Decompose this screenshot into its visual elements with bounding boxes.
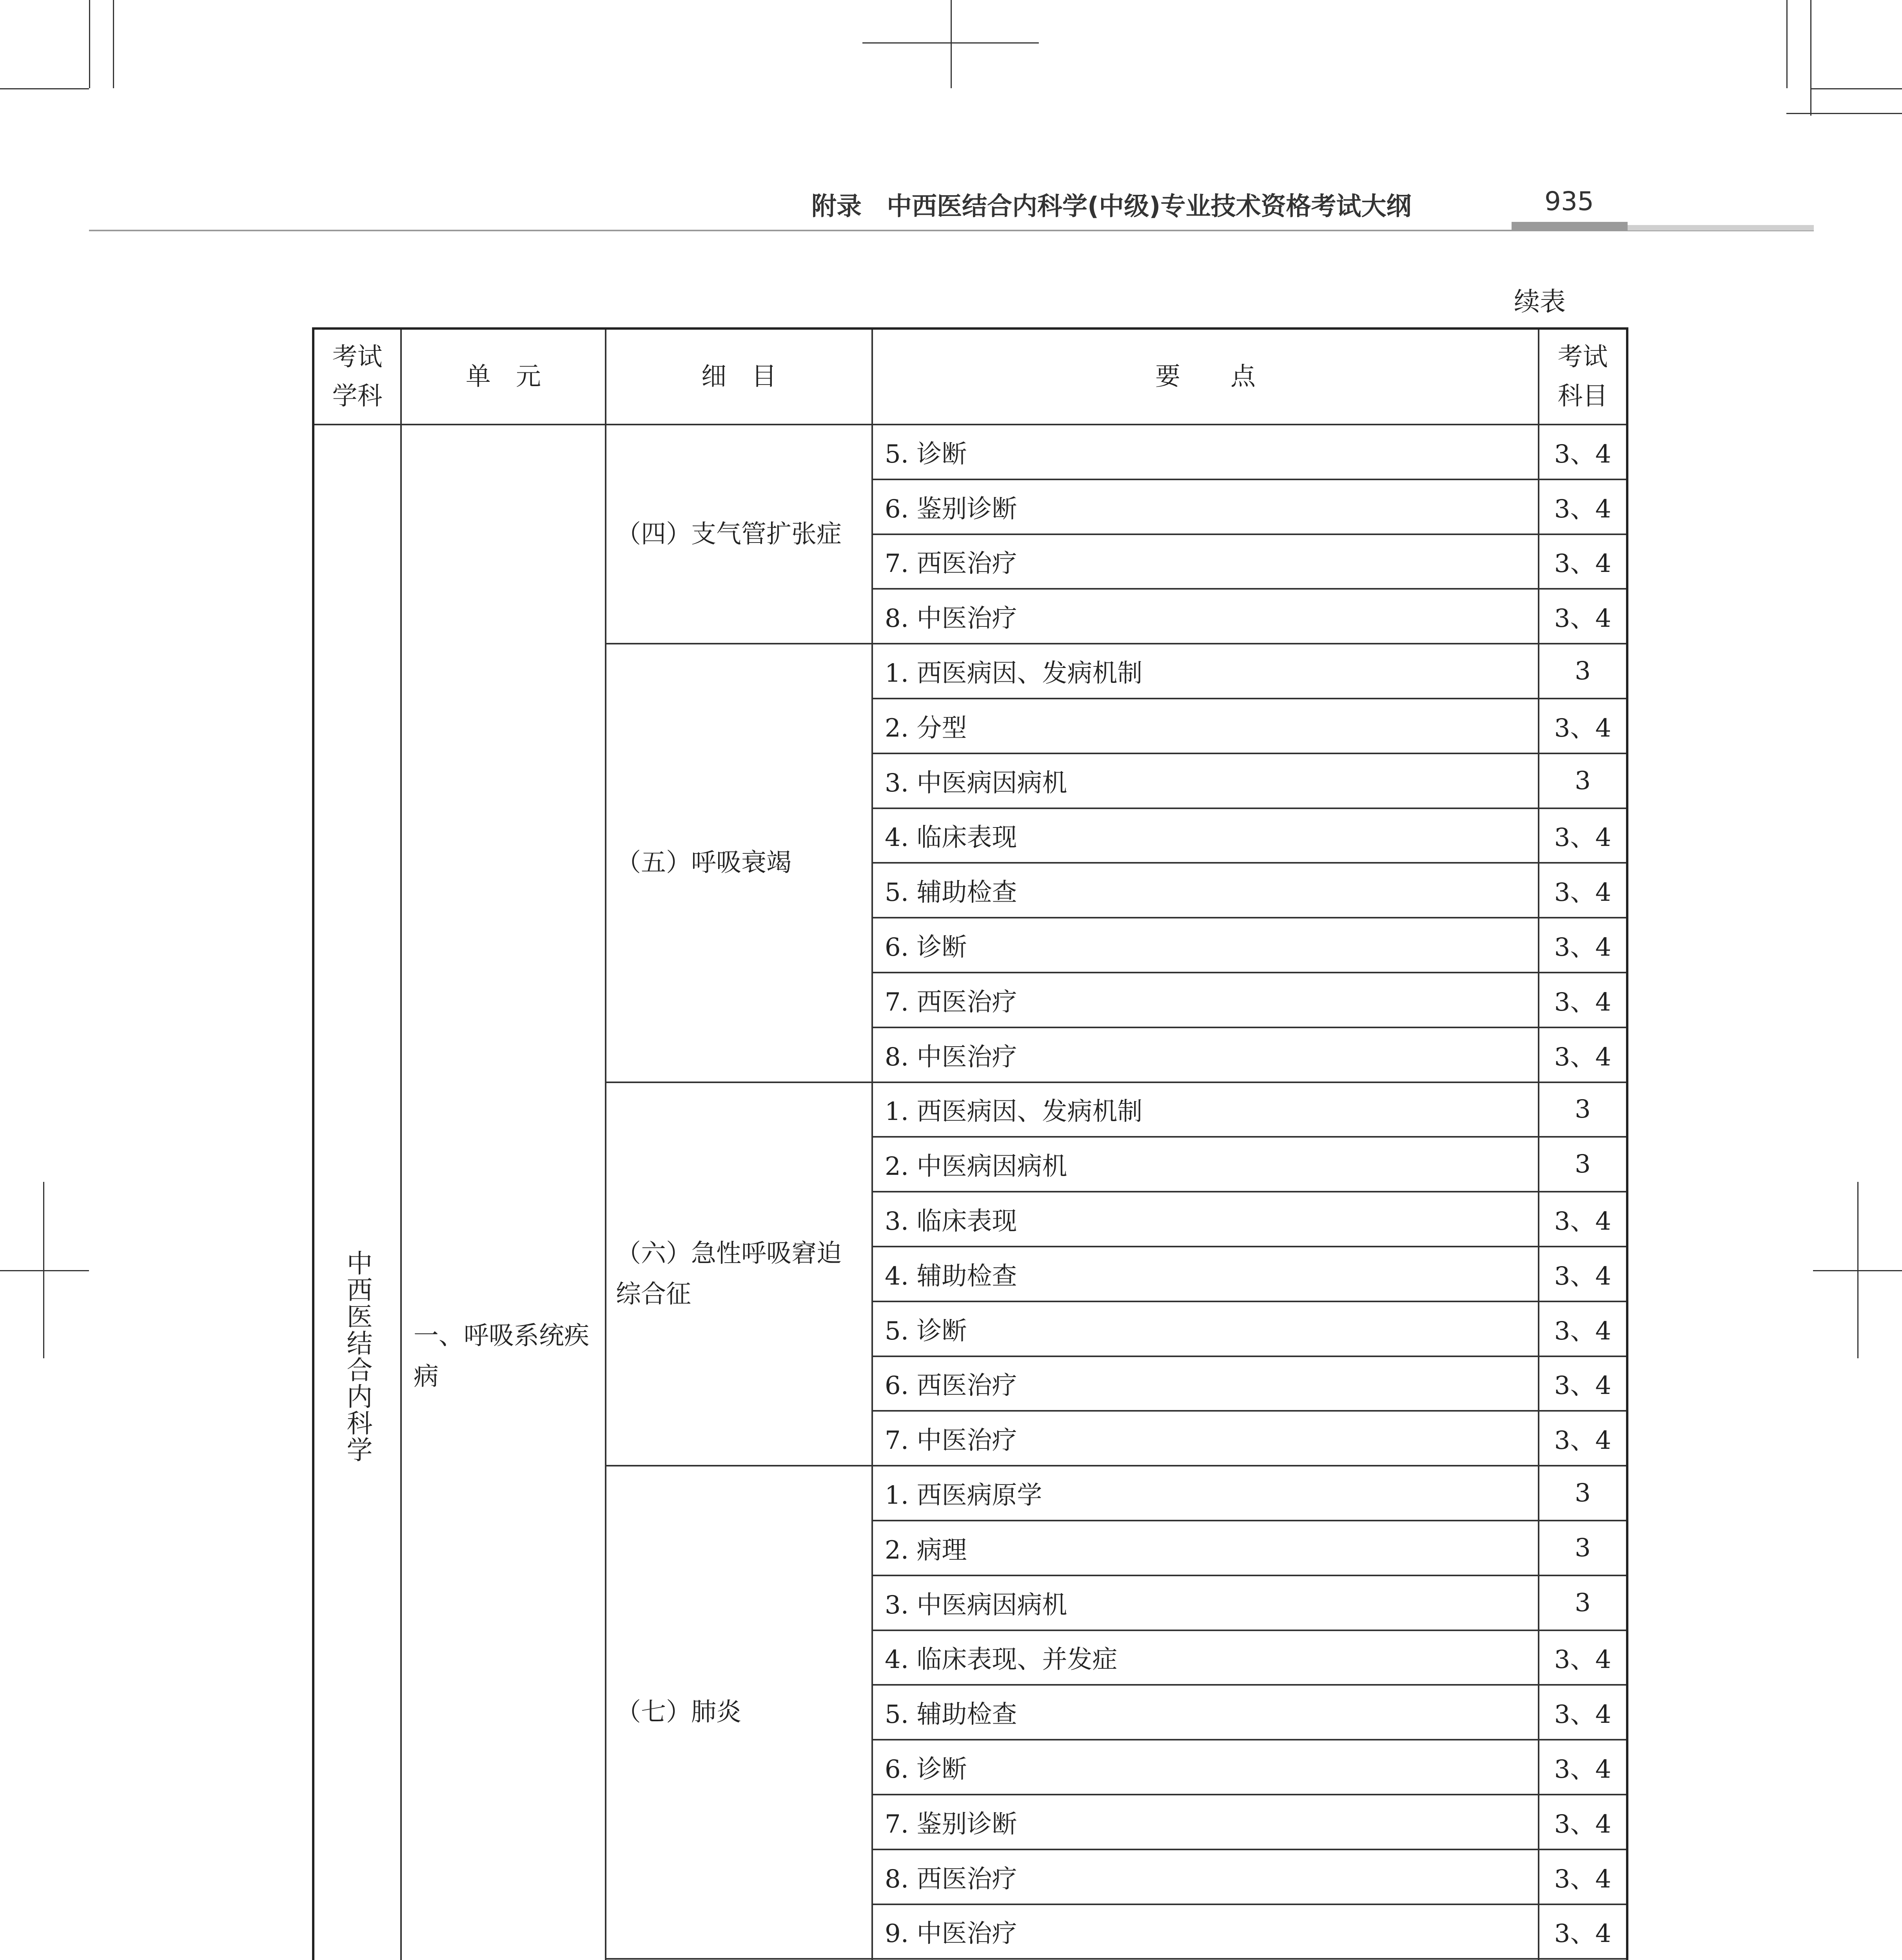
item-cell: （七）肺炎 [606, 1466, 872, 1959]
point-cell: 8. 中医治疗 [872, 589, 1539, 644]
point-cell: 1. 西医病因、发病机制 [872, 1082, 1539, 1137]
point-cell: 2. 分型 [872, 699, 1539, 753]
running-header-title: 附录 中西医结合内科学(中级)专业技术资格考试大纲 [811, 192, 1412, 221]
table-row [313, 425, 1627, 479]
item-cell: （五）呼吸衰竭 [606, 644, 872, 1082]
exam-cell: 3、4 [1539, 1630, 1627, 1685]
exam-cell: 3 [1539, 1137, 1627, 1192]
point-cell: 7. 中医治疗 [872, 1411, 1539, 1466]
point-cell: 5. 诊断 [872, 1301, 1539, 1356]
table-header-row [313, 328, 1627, 425]
exam-cell: 3、4 [1539, 589, 1627, 644]
exam-cell: 3、4 [1539, 1301, 1627, 1356]
subject-cell [313, 425, 401, 1960]
header-exam: 考试科目 [1539, 328, 1627, 425]
item-cell: （六）急性呼吸窘迫综合征 [606, 1082, 872, 1466]
point-cell: 5. 辅助检查 [872, 1685, 1539, 1740]
header-point: 要 点 [872, 328, 1539, 425]
point-cell: 2. 病理 [872, 1521, 1539, 1575]
exam-cell: 3 [1539, 1575, 1627, 1630]
point-cell: 7. 西医治疗 [872, 534, 1539, 589]
exam-cell: 3、4 [1539, 918, 1627, 973]
exam-cell: 3、4 [1539, 1904, 1627, 1959]
point-cell: 3. 中医病因病机 [872, 753, 1539, 808]
point-cell: 1. 西医病因、发病机制 [872, 644, 1539, 699]
exam-cell: 3、4 [1539, 1192, 1627, 1247]
point-cell: 2. 中医病因病机 [872, 1137, 1539, 1192]
point-cell: 5. 辅助检查 [872, 863, 1539, 918]
continued-label: 续表 [1514, 287, 1566, 317]
exam-cell: 3、4 [1539, 1247, 1627, 1301]
point-cell: 5. 诊断 [872, 425, 1539, 479]
exam-cell: 3、4 [1539, 808, 1627, 863]
point-cell: 6. 西医治疗 [872, 1356, 1539, 1411]
exam-cell: 3、4 [1539, 1849, 1627, 1904]
point-cell: 6. 诊断 [872, 1740, 1539, 1795]
point-cell: 7. 西医治疗 [872, 973, 1539, 1027]
point-cell: 3. 中医病因病机 [872, 1575, 1539, 1630]
exam-cell: 3、4 [1539, 1740, 1627, 1795]
exam-cell: 3 [1539, 1082, 1627, 1137]
unit-cell: 一、呼吸系统疾病 [401, 425, 606, 1960]
syllabus-table [312, 327, 1628, 1960]
exam-cell: 3、4 [1539, 699, 1627, 753]
subject-text: 中西医结合内科学 [342, 1250, 372, 1463]
exam-cell: 3 [1539, 1466, 1627, 1521]
exam-cell: 3、4 [1539, 1795, 1627, 1849]
exam-cell: 3、4 [1539, 1027, 1627, 1082]
point-cell: 4. 辅助检查 [872, 1247, 1539, 1301]
point-cell: 4. 临床表现 [872, 808, 1539, 863]
header-unit: 单 元 [401, 328, 606, 425]
header-accent-bar-light [1628, 225, 1814, 230]
page-number: 935 [1544, 186, 1594, 216]
point-cell: 8. 中医治疗 [872, 1027, 1539, 1082]
exam-cell: 3 [1539, 753, 1627, 808]
exam-cell: 3、4 [1539, 1356, 1627, 1411]
item-cell: （四）支气管扩张症 [606, 425, 872, 644]
header-subject: 考试学科 [313, 328, 401, 425]
exam-cell: 3 [1539, 644, 1627, 699]
exam-cell: 3、4 [1539, 1685, 1627, 1740]
point-cell: 1. 西医病原学 [872, 1466, 1539, 1521]
header-accent-bar [1512, 222, 1628, 230]
exam-cell: 3、4 [1539, 1411, 1627, 1466]
point-cell: 6. 鉴别诊断 [872, 479, 1539, 534]
point-cell: 4. 临床表现、并发症 [872, 1630, 1539, 1685]
point-cell: 6. 诊断 [872, 918, 1539, 973]
point-cell: 9. 中医治疗 [872, 1904, 1539, 1959]
exam-cell: 3、4 [1539, 425, 1627, 479]
exam-cell: 3、4 [1539, 973, 1627, 1027]
point-cell: 3. 临床表现 [872, 1192, 1539, 1247]
exam-cell: 3、4 [1539, 863, 1627, 918]
header-item: 细 目 [606, 328, 872, 425]
point-cell: 7. 鉴别诊断 [872, 1795, 1539, 1849]
point-cell: 8. 西医治疗 [872, 1849, 1539, 1904]
exam-cell: 3、4 [1539, 534, 1627, 589]
exam-cell: 3、4 [1539, 479, 1627, 534]
exam-cell: 3 [1539, 1521, 1627, 1575]
